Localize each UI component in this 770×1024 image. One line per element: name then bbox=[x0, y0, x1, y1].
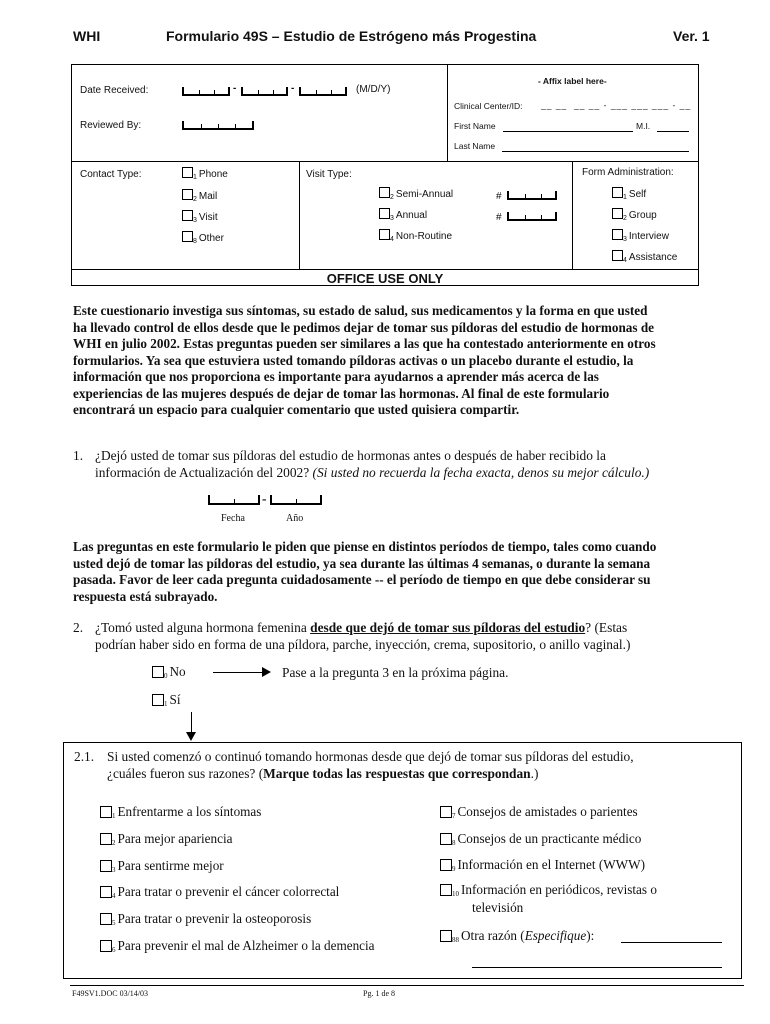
q1-year-box[interactable] bbox=[270, 495, 322, 505]
checkbox[interactable] bbox=[612, 250, 623, 261]
intro-paragraph: Este cuestionario investiga sus síntomas, su estado de salud, sus medicamentos y la forma en que usted ha llevado control de ellos desde que le pedimos dejar de tomar sus píldoras del estudio de hormonas de WHI en julio 2002. Estas preguntas pueden ser similares a las que ha contestado anteriormente en otros formularios. Ya sea que estuviera usted tomando píldoras activas o un placebo durante el estudio, la información que nos proporciona es importante para ayudarnos a aprender más acerca de las experiencias de las mujeres después de dejar de tomar las hormonas. Al final de este formulario encontrará un espacio para cualquier comentario que usted quisiera compartir. bbox=[73, 303, 656, 417]
admin-option-self[interactable]: $_1$ Self bbox=[612, 187, 646, 201]
visit-type-label: Visit Type: bbox=[306, 169, 352, 180]
reviewed-by-box[interactable] bbox=[182, 121, 254, 130]
office-use-box: Date Received: - - (M/D/Y) Reviewed By: - Affix label here- Clinical Center/ID: __ __ __ __ - ___ ___ ___ - __ First Name M.I. Last Name Contact Type: $_1$ Phone $_2$ Mail $_3$ Visit $_8$ Other Visit Type: $_2$ Semi-Annual $_3$ Annual $_4$ Non-Routine # # Form Administration: $_1$ Self $_2$ Group $_3$ Interview $_4$ Assistance OFFICE USE ONLY bbox=[71, 64, 699, 286]
periods-paragraph: Las preguntas en este formulario le piden que piense en distintos períodos de tiempo, tales como cuando usted dejó de tomar las píldoras del estudio, ya sea durante las últimas 4 semanas, o durante la semana pasada. Favor de leer cada pregunta cuidadosamente -- el período de tiempo en que debe considerar su respuesta está subrayado. bbox=[73, 539, 657, 604]
q1-month-box[interactable] bbox=[208, 495, 260, 505]
down-arrow-icon bbox=[186, 732, 196, 741]
date-month-box[interactable] bbox=[182, 87, 230, 96]
checkbox[interactable] bbox=[612, 208, 623, 219]
date-received-label: Date Received: bbox=[80, 85, 149, 96]
visit-option-nonroutine[interactable]: $_4$ Non-Routine bbox=[379, 229, 452, 243]
checkbox[interactable] bbox=[379, 229, 390, 240]
form-title: Formulario 49S – Estudio de Estrógeno más Progestina bbox=[166, 28, 537, 44]
admin-option-group[interactable]: $_2$ Group bbox=[612, 208, 657, 222]
checkbox[interactable] bbox=[182, 189, 193, 200]
q1-fecha-label: Fecha bbox=[221, 513, 245, 524]
checkbox[interactable] bbox=[612, 187, 623, 198]
footer-doc: F49SV1.DOC 03/14/03 bbox=[72, 989, 149, 998]
checkbox[interactable] bbox=[182, 167, 193, 178]
clinical-center-label: Clinical Center/ID: bbox=[454, 101, 523, 111]
q2-option-no[interactable]: $_0$ No bbox=[152, 664, 186, 680]
skip-arrow-line bbox=[213, 672, 263, 673]
specify-line-2[interactable] bbox=[472, 967, 722, 968]
checkbox[interactable] bbox=[440, 884, 452, 896]
reason-option-9[interactable]: $_9$ Información en el Internet (WWW) bbox=[440, 857, 645, 873]
checkbox[interactable] bbox=[100, 940, 112, 952]
checkbox[interactable] bbox=[100, 886, 112, 898]
reason-option-10[interactable]: $_{10}$ Información en periódicos, revistas o bbox=[440, 882, 657, 898]
checkbox[interactable] bbox=[440, 833, 452, 845]
checkbox[interactable] bbox=[100, 806, 112, 818]
first-name-label: First Name bbox=[454, 121, 496, 131]
contact-option-visit[interactable]: $_3$ Visit bbox=[182, 210, 218, 224]
visit-option-annual[interactable]: $_3$ Annual bbox=[379, 208, 427, 222]
q2-number: 2. bbox=[73, 620, 84, 635]
q21-number: 2.1. bbox=[74, 749, 95, 764]
date-format-label: (M/D/Y) bbox=[356, 84, 391, 95]
reviewed-by-label: Reviewed By: bbox=[80, 120, 142, 131]
header-whi: WHI bbox=[73, 28, 101, 44]
reason-option-7[interactable]: $_7$ Consejos de amistades o parientes bbox=[440, 804, 638, 820]
reason-option-8[interactable]: $_8$ Consejos de un practicante médico bbox=[440, 831, 641, 847]
checkbox[interactable] bbox=[182, 231, 193, 242]
reason-option-10-continued: televisión bbox=[472, 900, 524, 915]
contact-option-phone[interactable]: $_1$ Phone bbox=[182, 167, 228, 181]
q1-number: 1. bbox=[73, 448, 84, 463]
checkbox[interactable] bbox=[440, 806, 452, 818]
admin-option-assistance[interactable]: $_4$ Assistance bbox=[612, 250, 677, 264]
reason-option-3[interactable]: $_3$ Para sentirme mejor bbox=[100, 858, 224, 874]
reason-option-2[interactable]: $_2$ Para mejor apariencia bbox=[100, 831, 232, 847]
mi-label: M.I. bbox=[636, 121, 651, 131]
reason-option-5[interactable]: $_5$ Para tratar o prevenir la osteoporosis bbox=[100, 911, 311, 927]
checkbox[interactable] bbox=[152, 666, 164, 678]
q1-text: ¿Dejó usted de tomar sus píldoras del estudio de hormonas antes o después de haber recibido la información de Actualización del 2002? (Si usted no recuerda la fecha exacta, denos su mejor cálculo.) bbox=[95, 448, 650, 480]
form-admin-label: Form Administration: bbox=[582, 167, 674, 178]
semiannual-number-box[interactable] bbox=[507, 191, 557, 200]
footer-page: Pg. 1 de 8 bbox=[363, 989, 395, 998]
visit-option-semiannual[interactable]: $_2$ Semi-Annual bbox=[379, 187, 453, 201]
date-year-box[interactable] bbox=[299, 87, 347, 96]
footer-rule bbox=[70, 985, 744, 986]
q1-ano-label: Año bbox=[286, 513, 304, 524]
admin-option-interview[interactable]: $_3$ Interview bbox=[612, 229, 669, 243]
checkbox[interactable] bbox=[100, 833, 112, 845]
checkbox[interactable] bbox=[440, 859, 452, 871]
office-use-only-label: OFFICE USE ONLY bbox=[326, 271, 444, 286]
yes-arrow-line bbox=[191, 712, 192, 734]
skip-arrow-icon bbox=[262, 667, 271, 677]
q2-text: ¿Tomó usted alguna hormona femenina desde que dejó de tomar sus píldoras del estudio? (Estas podrían haber sido en forma de una píldora, parche, inyección, crema, supositorio, o anillo vaginal.) bbox=[95, 620, 631, 652]
q2-skip-instruction: Pase a la pregunta 3 en la próxima página. bbox=[282, 665, 509, 680]
checkbox[interactable] bbox=[379, 187, 390, 198]
last-name-label: Last Name bbox=[454, 141, 496, 151]
reason-option-88[interactable]: $_{88}$ Otra razón (Especifique): bbox=[440, 928, 594, 944]
checkbox[interactable] bbox=[612, 229, 623, 240]
reason-option-1[interactable]: $_1$ Enfrentarme a los síntomas bbox=[100, 804, 261, 820]
annual-number-box[interactable] bbox=[507, 212, 557, 221]
version-label: Ver. 1 bbox=[673, 28, 710, 44]
date-day-box[interactable] bbox=[241, 87, 288, 96]
checkbox[interactable] bbox=[379, 208, 390, 219]
q21-text: Si usted comenzó o continuó tomando hormonas desde que dejó de tomar sus píldoras del estudio, ¿cuáles fueron sus razones? (Marque todas las respuestas que correspondan.) bbox=[107, 749, 634, 781]
contact-type-label: Contact Type: bbox=[80, 169, 142, 180]
contact-option-mail[interactable]: $_2$ Mail bbox=[182, 189, 217, 203]
checkbox[interactable] bbox=[100, 860, 112, 872]
specify-line-1[interactable] bbox=[621, 942, 722, 943]
checkbox[interactable] bbox=[440, 930, 452, 942]
q2-option-yes[interactable]: $_1$ Sí bbox=[152, 692, 181, 708]
contact-option-other[interactable]: $_8$ Other bbox=[182, 231, 224, 245]
reason-option-4[interactable]: $_4$ Para tratar o prevenir el cáncer colorrectal bbox=[100, 884, 339, 900]
affix-label-note: - Affix label here- bbox=[538, 76, 607, 86]
checkbox[interactable] bbox=[182, 210, 193, 221]
checkbox[interactable] bbox=[100, 913, 112, 925]
reason-option-6[interactable]: $_6$ Para prevenir el mal de Alzheimer o la demencia bbox=[100, 938, 375, 954]
checkbox[interactable] bbox=[152, 694, 164, 706]
